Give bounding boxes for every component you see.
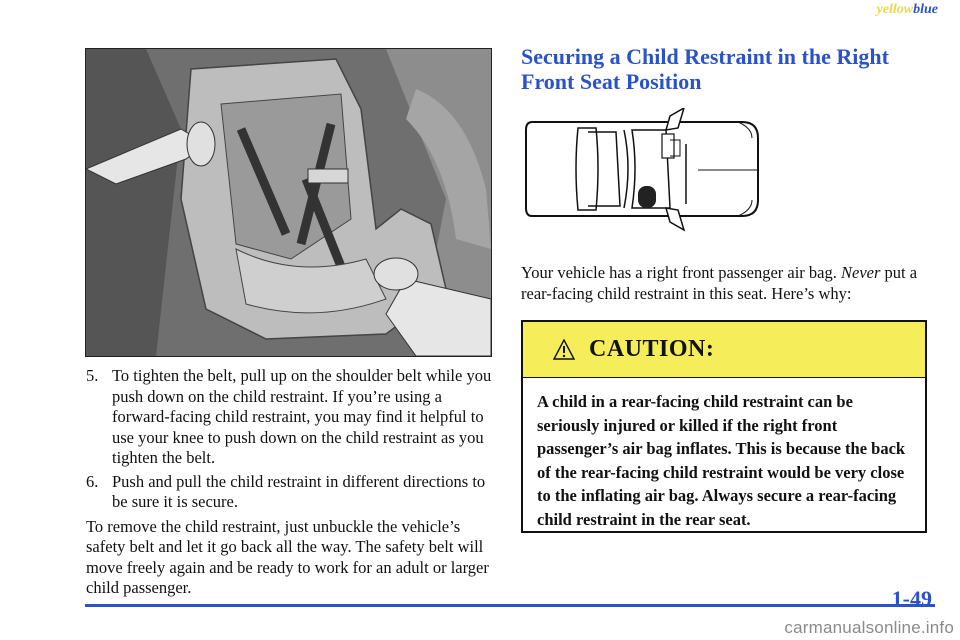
instruction-steps (86, 366, 496, 599)
header-tag-blue: blue (913, 2, 938, 17)
header-tag (877, 2, 938, 18)
page-number: 1-49 (891, 586, 932, 611)
section-title: Securing a Child Restraint in the Right Front Seat Position (521, 44, 889, 94)
step-text: To tighten the belt, pull up on the shoulder belt while you push down on the child restraint. If you’re using a forward-facing child restraint, you may find it helpful to use your knee to push down on the child restraint as you tighten the belt. (112, 366, 492, 467)
footer-rule (85, 604, 935, 607)
header-tag-yellow: yellow (876, 2, 914, 17)
step-5 (86, 366, 496, 469)
intro-paragraph (521, 263, 931, 304)
step-number: 5. (86, 366, 99, 385)
intro-text-before: Your vehicle has a right front passenger air bag. (521, 263, 841, 282)
intro-text-after: put a rear-facing child restraint in this seat. Here’s why: (521, 263, 918, 303)
caution-box (521, 320, 927, 533)
caution-title: CAUTION: (589, 336, 715, 362)
vehicle-seat-diagram (520, 108, 760, 236)
watermark: carmanualsonline.info (784, 618, 954, 637)
caution-header (523, 322, 925, 378)
remove-restraint-paragraph: To remove the child restraint, just unbuckle the vehicle’s safety belt and let it go back all the way. The safety belt will move freely again and be ready to work for an adult or larger child passenger. (86, 516, 489, 597)
intro-emphasis: Never (841, 263, 881, 282)
step-number: 6. (86, 471, 99, 491)
child-seat-illustration (85, 48, 492, 357)
step-text: Push and pull the child restraint in different directions to be sure it is secure. (112, 471, 486, 511)
caution-body: A child in a rear-facing child restraint can be seriously injured or killed if the right front passenger’s air bag inflates. This is because the back of the rear-facing child restraint would be very close to the inflating air bag. Always secure a rear-facing child restraint in the rear seat. (537, 392, 906, 529)
warning-triangle-icon (553, 339, 575, 361)
step-6 (86, 472, 496, 513)
